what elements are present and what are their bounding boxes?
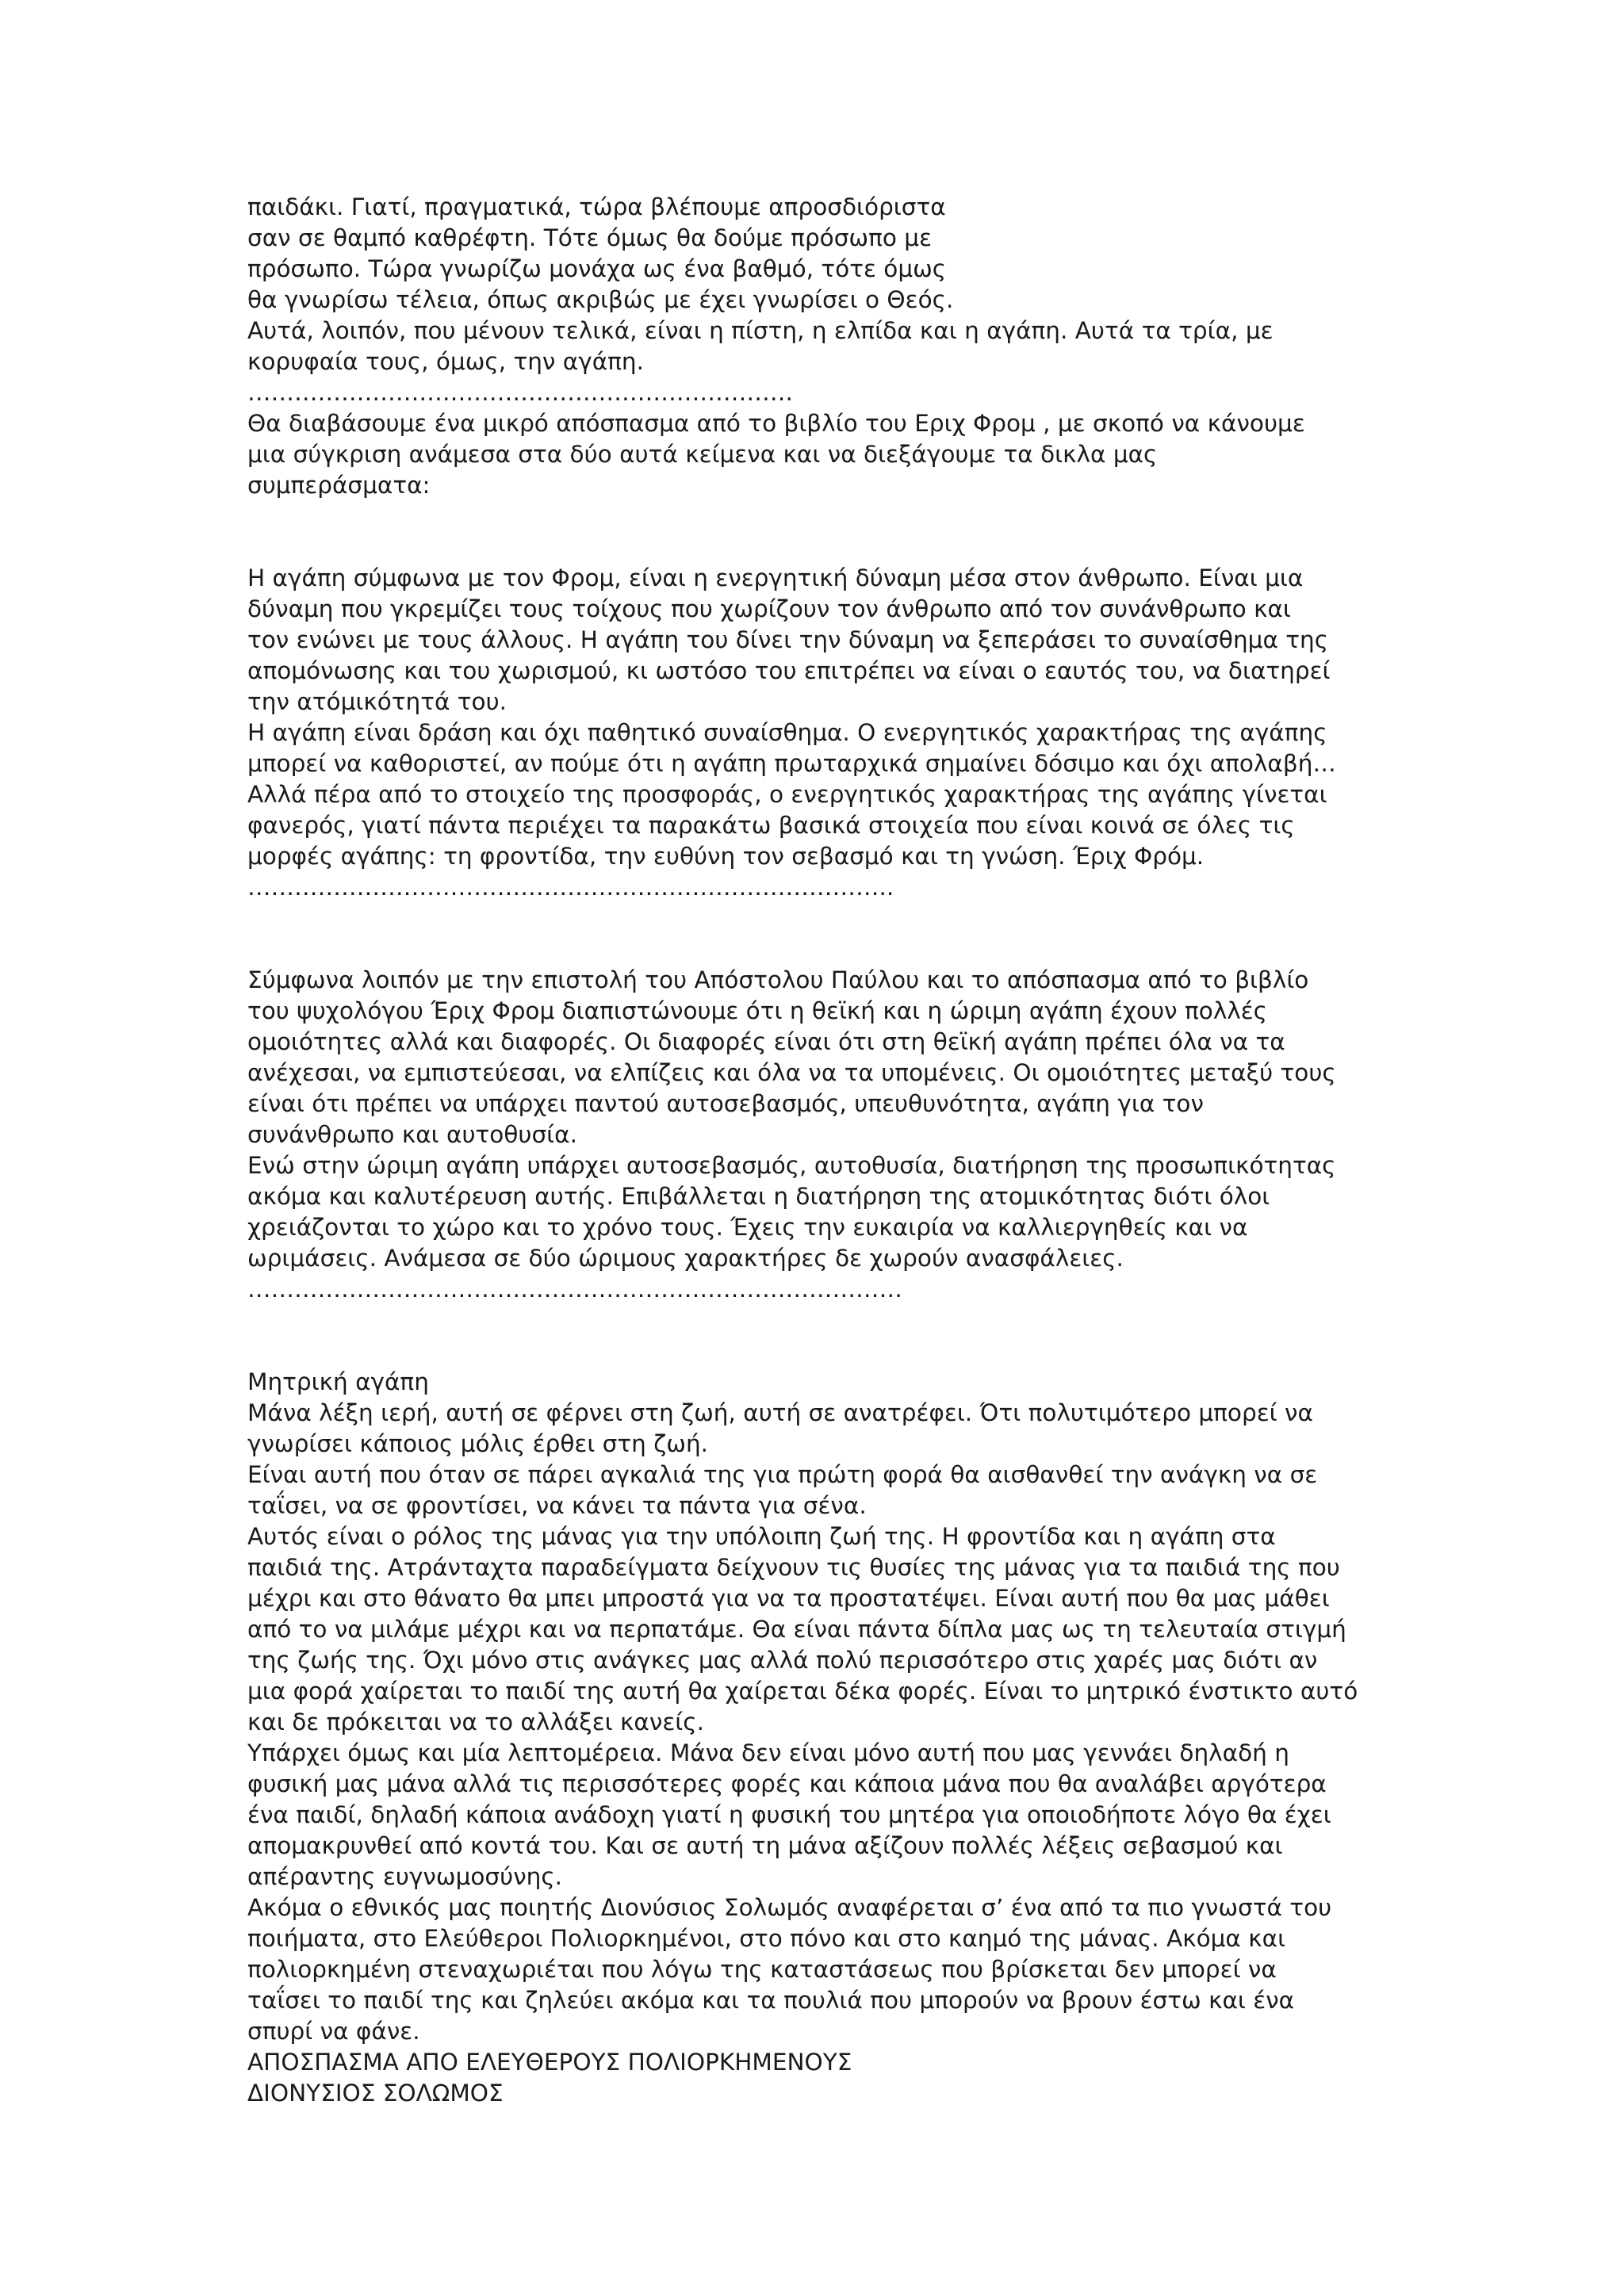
text-line: πρόσωπο. Τώρα γνωρίζω μονάχα ως ένα βαθμό, τότε όμως — [247, 255, 947, 282]
text-line: από το να μιλάμε μέχρι και να περπατάμε. Θα είναι πάντα δίπλα μας ως τη τελευταία στιγμή — [247, 1616, 1346, 1643]
text-line: Αυτά, λοιπόν, που μένουν τελικά, είναι η πίστη, η ελπίδα και η αγάπη. Αυτά τα τρία, με — [247, 317, 1274, 344]
excerpt-author: ΔΙΟΝΥΣΙΟΣ ΣΟΛΩΜΟΣ — [247, 2080, 504, 2107]
text-line: τον ενώνει με τους άλλους. Η αγάπη του δίνει την δύναμη να ξεπεράσει το συναίσθημα της — [247, 626, 1329, 653]
text-line: ωριμάσεις. Ανάμεσα σε δύο ώριμους χαρακτήρες δε χωρούν ανασφάλειες. — [247, 1245, 1124, 1272]
text-line: απομακρυνθεί από κοντά του. Και σε αυτή τη μάνα αξίζουν πολλές λέξεις σεβασμού και — [247, 1832, 1283, 1859]
text-line: ταΐσει το παιδί της και ζηλεύει ακόμα και τα πουλιά που μπορούν να βρουν έστω και ένα — [247, 1987, 1295, 2014]
text-line: γνωρίσει κάποιος μόλις έρθει στη ζωή. — [247, 1430, 709, 1457]
dotted-separator: ……………………………………………………………. — [247, 379, 793, 406]
text-line: Η αγάπη σύμφωνα με τον Φρομ, είναι η ενεργητική δύναμη μέσα στον άνθρωπο. Είναι μια — [247, 564, 1304, 591]
paragraph-comparison — [247, 965, 1413, 1305]
paragraph-fromm-excerpt — [247, 563, 1413, 903]
text-line: ακόμα και καλυτέρευση αυτής. Επιβάλλεται η διατήρηση της ατομικότητας διότι όλοι — [247, 1183, 1270, 1210]
text-line: Θα διαβάσουμε ένα μικρό απόσπασμα από το βιβλίο του Εριχ Φρομ , με σκοπό να κάνουμε — [247, 410, 1305, 437]
text-line: Ακόμα ο εθνικός μας ποιητής Διονύσιος Σολωμός αναφέρεται σ’ ένα από τα πιο γνωστά του — [247, 1894, 1332, 1921]
text-line: την ατόμικότητά του. — [247, 688, 508, 715]
text-line: Ενώ στην ώριμη αγάπη υπάρχει αυτοσεβασμός, αυτοθυσία, διατήρηση της προσωπικότητας — [247, 1152, 1336, 1179]
text-line: και δε πρόκειται να το αλλάξει κανείς. — [247, 1709, 704, 1735]
text-line: απομόνωσης και του χωρισμού, κι ωστόσο του επιτρέπει να είναι ο εαυτός του, να διατηρεί — [247, 657, 1331, 684]
text-line: απέραντης ευγνωμοσύνης. — [247, 1863, 563, 1890]
text-line: Σύμφωνα λοιπόν με την επιστολή του Απόστολου Παύλου και το απόσπασμα από το βιβλίο — [247, 966, 1309, 993]
text-line: Είναι αυτή που όταν σε πάρει αγκαλιά της για πρώτη φορά θα αισθανθεί την ανάγκη να σε — [247, 1461, 1318, 1488]
section-heading: Μητρική αγάπη — [247, 1368, 429, 1395]
paragraph-maternal-love — [247, 1367, 1413, 2109]
text-line: πολιορκημένη στεναχωριέται που λόγω της καταστάσεως που βρίσκεται δεν μπορεί να — [247, 1956, 1277, 1983]
text-line: χρειάζονται το χώρο και το χρόνο τους. Έχεις την ευκαιρία να καλλιεργηθείς και να — [247, 1214, 1248, 1241]
excerpt-title: ΑΠΟΣΠΑΣΜΑ ΑΠΟ ΕΛΕΥΘΕΡΟΥΣ ΠΟΛΙΟΡΚΗΜΕΝΟΥΣ — [247, 2049, 852, 2076]
text-line: Αυτός είναι ο ρόλος της μάνας για την υπόλοιπη ζωή της. Η φροντίδα και η αγάπη στα — [247, 1523, 1276, 1550]
text-line: μέχρι και στο θάνατο θα μπει μπροστά για να τα προστατέψει. Είναι αυτή που θα μας μάθει — [247, 1585, 1330, 1612]
text-line: δύναμη που γκρεμίζει τους τοίχους που χωρίζουν τον άνθρωπο από τον συνάνθρωπο και — [247, 595, 1291, 622]
text-line: παιδάκι. Γιατί, πραγματικά, τώρα βλέπουμε απροσδιόριστα — [247, 193, 946, 220]
text-line: φυσική μας μάνα αλλά τις περισσότερες φορές και κάποια μάνα που θα αναλάβει αργότερα — [247, 1770, 1327, 1797]
text-line: Αλλά πέρα από το στοιχείο της προσφοράς, ο ενεργητικός χαρακτήρας της αγάπης γίνεται — [247, 781, 1327, 808]
text-line: σαν σε θαμπό καθρέφτη. Τότε όμως θα δούμε πρόσωπο με — [247, 224, 933, 251]
text-line: ταΐσει, να σε φροντίσει, να κάνει τα πάντα για σένα. — [247, 1492, 867, 1519]
text-line: ποιήματα, στο Ελεύθεροι Πολιορκημένοι, στο πόνο και στο καημό της μάνας. Ακόμα και — [247, 1925, 1286, 1952]
text-line: παιδιά της. Ατράνταχτα παραδείγματα δείχνουν τις θυσίες της μάνας για τα παιδιά της που — [247, 1554, 1340, 1581]
text-line: του ψυχολόγου Έριχ Φρομ διαπιστώνουμε ότι η θεϊκή και η ώριμη αγάπη έχουν πολλές — [247, 997, 1268, 1024]
paragraph-spacer — [247, 903, 1413, 965]
text-line: μια σύγκριση ανάμεσα στα δύο αυτά κείμενα και να διεξάγουμε τα δικλα μας — [247, 441, 1158, 468]
text-line: Υπάρχει όμως και μία λεπτομέρεια. Μάνα δεν είναι μόνο αυτή που μας γεννάει δηλαδή η — [247, 1739, 1289, 1766]
text-line: κορυφαία τους, όμως, την αγάπη. — [247, 348, 644, 375]
text-line: Μάνα λέξη ιερή, αυτή σε φέρνει στη ζωή, αυτή σε ανατρέφει. Ότι πολυτιμότερο μπορεί να — [247, 1399, 1313, 1426]
paragraph-poem-excerpt — [247, 192, 1413, 501]
text-line: συμπεράσματα: — [247, 472, 431, 499]
text-line: σπυρί να φάνε. — [247, 2018, 420, 2045]
text-line: είναι ότι πρέπει να υπάρχει παντού αυτοσεβασμός, υπευθυνότητα, αγάπη για τον — [247, 1090, 1204, 1117]
dotted-separator: ……………………………………………………………………….. — [247, 874, 894, 901]
text-line: μια φορά χαίρεται το παιδί της αυτή θα χαίρεται δέκα φορές. Είναι το μητρικό ένστικτο αυτό — [247, 1678, 1358, 1705]
text-line: μπορεί να καθοριστεί, αν πούμε ότι η αγάπη πρωταρχικά σημαίνει δόσιμο και όχι απολαβή… — [247, 750, 1336, 777]
text-line: της ζωής της. Όχι μόνο στις ανάγκες μας αλλά πολύ περισσότερο στις χαρές μας διότι αν — [247, 1647, 1318, 1674]
text-line: θα γνωρίσω τέλεια, όπως ακριβώς με έχει γνωρίσει ο Θεός. — [247, 286, 954, 313]
paragraph-spacer — [247, 1305, 1413, 1367]
dotted-separator: ………………………………………………………………………… — [247, 1276, 902, 1303]
text-line: φανερός, γιατί πάντα περιέχει τα παρακάτω βασικά στοιχεία που είναι κοινά σε όλες τις — [247, 812, 1295, 839]
text-line: Η αγάπη είναι δράση και όχι παθητικό συναίσθημα. Ο ενεργητικός χαρακτήρας της αγάπης — [247, 719, 1327, 746]
text-line: συνάνθρωπο και αυτοθυσία. — [247, 1121, 577, 1148]
text-line: ανέχεσαι, να εμπιστεύεσαι, να ελπίζεις και όλα να τα υπομένεις. Οι ομοιότητες μεταξύ τους — [247, 1059, 1336, 1086]
text-line: ένα παιδί, δηλαδή κάποια ανάδοχη γιατί η φυσική του μητέρα για οποιοδήποτε λόγο θα έχει — [247, 1801, 1331, 1828]
paragraph-spacer — [247, 501, 1413, 563]
text-line: μορφές αγάπης: τη φροντίδα, την ευθύνη τον σεβασμό και τη γνώση. Έριχ Φρόμ. — [247, 843, 1205, 870]
text-line: ομοιότητες αλλά και διαφορές. Οι διαφορές είναι ότι στη θεϊκή αγάπη πρέπει όλα να τα — [247, 1028, 1285, 1055]
document-body — [247, 192, 1413, 2109]
